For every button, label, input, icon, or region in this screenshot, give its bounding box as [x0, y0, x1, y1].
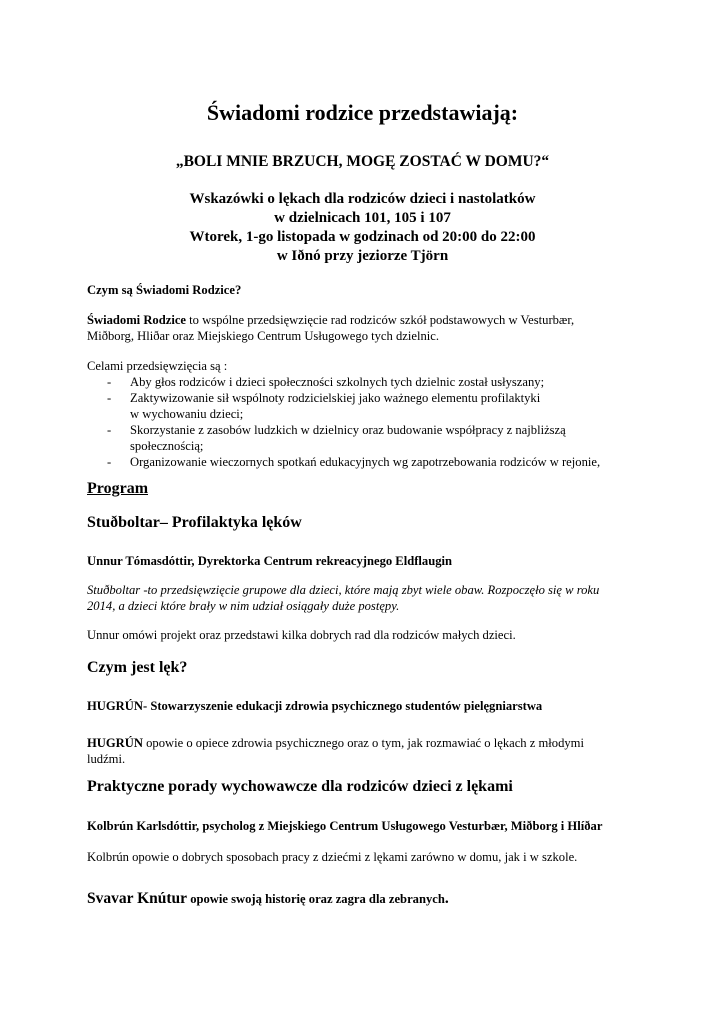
closing-line: [87, 890, 687, 908]
event-info-line: w Iðnó przy jeziorze Tjörn: [276, 248, 449, 264]
list-item: [87, 374, 687, 390]
performer-name: Svavar Knútur: [87, 890, 188, 907]
event-info-line: Wtorek, 1-go listopada w godzinach od 20:00 do 22:00: [189, 229, 536, 245]
intro-bold-name: Świadomi Rodzice: [87, 313, 186, 327]
section-heading: Stuðboltar– Profilaktyka lęków: [87, 514, 302, 531]
closing-period: .: [444, 890, 449, 907]
section-speaker: Kolbrún Karlsdóttir, psycholog z Miejskiego Centrum Usługowego Vesturbær, Miðborg i Hlíðar: [87, 819, 603, 833]
desc-text-line2: ludźmi.: [87, 752, 126, 766]
list-dash: -: [107, 423, 112, 437]
list-item-text: społecznością;: [130, 439, 204, 453]
closing-text: opowie swoją historię oraz zagra dla zebranych: [187, 892, 445, 906]
about-intro: [87, 312, 647, 344]
italic-line: Stuðboltar -to przedsięwzięcie grupowe dla dzieci, które mają zbyt wiele obaw. Rozpoczęło się w roku: [87, 583, 600, 597]
about-question: Czym są Świadomi Rodzice?: [87, 283, 242, 297]
list-item-text: Aby głos rodziców i dzieci społeczności szkolnych tych dzielnic został usłyszany;: [130, 375, 545, 389]
list-item-text: Zaktywizowanie sił wspólnoty rodzicielskiej jako ważnego elementu profilaktyki: [130, 391, 541, 405]
section-heading: Praktyczne porady wychowawcze dla rodziców dzieci z lękami: [87, 778, 513, 795]
section-description: Unnur omówi projekt oraz przedstawi kilka dobrych rad dla rodziców małych dzieci.: [87, 628, 516, 642]
list-dash: -: [107, 375, 112, 389]
list-item: [87, 454, 687, 470]
section-heading: Czym jest lęk?: [87, 659, 188, 676]
list-dash: -: [107, 391, 112, 405]
list-item-text: Organizowanie wieczornych spotkań edukacyjnych wg zapotrzebowania rodziców w rejonie,: [130, 455, 601, 469]
intro-text: to wspólne przedsięwzięcie rad rodziców szkół podstawowych w Vesturbær,: [186, 313, 575, 327]
event-subtitle: „BOLI MNIE BRZUCH, MOGĘ ZOSTAĆ W DOMU?“: [175, 153, 550, 170]
event-info-line: w dzielnicach 101, 105 i 107: [274, 210, 451, 226]
intro-text-line2: Miðborg, Hliðar oraz Miejskiego Centrum Usługowego tych dzielnic.: [87, 329, 439, 343]
page-title: Świadomi rodzice przedstawiają:: [206, 100, 519, 125]
italic-line: 2014, a dzieci które brały w nim udział osiągały duże postępy.: [87, 599, 400, 613]
list-dash: -: [107, 455, 112, 469]
list-item: [87, 390, 687, 422]
event-info-line: Wskazówki o lękach dla rodziców dzieci i nastolatków: [189, 191, 536, 207]
section-speaker: HUGRÚN- Stowarzyszenie edukacji zdrowia psychicznego studentów pielęgniarstwa: [87, 699, 543, 713]
section-italic-note: [87, 582, 687, 614]
list-item: [87, 422, 687, 454]
section-speaker: Unnur Tómasdóttir, Dyrektorka Centrum rekreacyjnego Eldflaugin: [87, 554, 453, 568]
goals-label: Celami przedsięwzięcia są :: [87, 359, 228, 373]
desc-text: opowie o opiece zdrowia psychicznego oraz o tym, jak rozmawiać o lękach z młodymi: [142, 736, 584, 750]
goals-list: [87, 374, 687, 470]
event-info: [0, 190, 725, 266]
section-description: [87, 735, 687, 767]
list-item-text: w wychowaniu dzieci;: [130, 407, 244, 421]
list-item-text: Skorzystanie z zasobów ludzkich w dzielnicy oraz budowanie współpracy z najbliższą: [130, 423, 566, 437]
program-heading: Program: [87, 480, 149, 497]
hugrun-bold-name: HUGRÚN: [87, 736, 143, 750]
section-description: Kolbrún opowie o dobrych sposobach pracy z dziećmi z lękami zarówno w domu, jak i w szkole.: [87, 850, 578, 864]
